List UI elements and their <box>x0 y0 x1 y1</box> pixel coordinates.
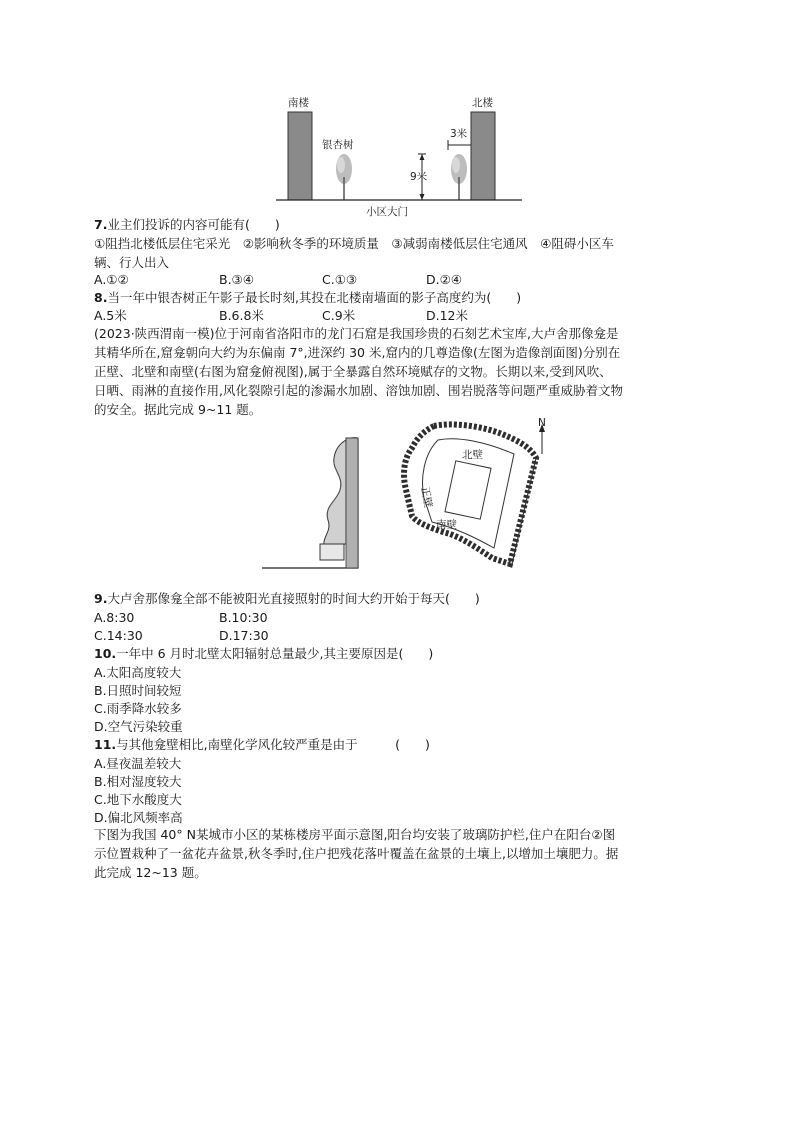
passage1-line2: 其精华所在,窟龛朝向大约为东偏南 7°,进深约 30 米,窟内的几尊造像(左图为造像剖面图)分别在 <box>94 345 621 360</box>
main-wall-label: 正壁 <box>418 485 434 509</box>
ginkgo-tree-left <box>336 154 352 200</box>
q7-option-c[interactable]: C.①③ <box>322 272 358 287</box>
south-wall-label: 南壁 <box>436 519 457 531</box>
north-building-label: 北楼 <box>472 97 493 109</box>
q7-number: 7. <box>94 217 108 232</box>
q8-stem <box>94 289 521 307</box>
q10-number: 10. <box>94 646 117 661</box>
q10-option-b[interactable]: B.日照时间较短 <box>94 683 182 698</box>
south-building <box>288 112 312 200</box>
passage1-line1: (2023·陕西渭南一模)位于河南省洛阳市的龙门石窟是我国珍贵的石刻艺术宝库,大卢舍那像龛是 <box>94 326 619 341</box>
q7-option-b[interactable]: B.③④ <box>219 272 254 287</box>
q10-option-c[interactable]: C.雨季降水较多 <box>94 701 182 716</box>
passage2-line1: 下图为我国 40° N某城市小区的某栋楼房平面示意图,阳台均安装了玻璃防护栏,住户在阳台②图 <box>94 827 616 842</box>
q9-option-c[interactable]: C.14:30 <box>94 628 143 643</box>
q9-option-a[interactable]: A.8:30 <box>94 610 135 625</box>
distance-label: 3米 <box>450 128 468 140</box>
ginkgo-tree-right <box>451 154 467 200</box>
height-label: 9米 <box>410 171 428 183</box>
distance-dimension <box>448 140 471 150</box>
north-arrow-label: N <box>538 418 546 429</box>
passage1-line4: 日晒、雨淋的直接作用,风化裂隙引起的渗漏水加剧、溶蚀加剧、围岩脱落等问题严重威胁着文物 <box>94 383 623 398</box>
q8-stem-text: 当一年中银杏树正午影子最长时刻,其投在北楼南墙面的影子高度约为( ) <box>107 290 522 305</box>
q9-stem <box>94 590 480 608</box>
gate-label: 小区大门 <box>366 206 408 218</box>
q10-stem <box>94 645 433 663</box>
q10-option-d[interactable]: D.空气污染较重 <box>94 719 183 734</box>
q10-option-a[interactable]: A.太阳高度较大 <box>94 665 182 680</box>
q9-stem-text: 大卢舍那像龛全部不能被阳光直接照射的时间大约开始于每天( ) <box>107 591 480 606</box>
q8-option-d[interactable]: D.12米 <box>426 308 469 323</box>
q11-stem <box>94 736 430 754</box>
q9-number: 9. <box>94 591 108 606</box>
q7-stem-text: 业主们投诉的内容可能有( ) <box>107 217 280 232</box>
q8-number: 8. <box>94 290 108 305</box>
q10-stem-text: 一年中 6 月时北壁太阳辐射总量最少,其主要原因是( ) <box>116 646 434 661</box>
niche-plan-view <box>392 418 562 584</box>
north-wall-label: 北壁 <box>462 449 483 461</box>
q9-option-b[interactable]: B.10:30 <box>219 610 268 625</box>
q7-statements-line1: ①阻挡北楼低层住宅采光 ②影响秋冬季的环境质量 ③减弱南楼低层住宅通风 ④阻碍小区车 <box>94 236 614 251</box>
q9-option-d[interactable]: D.17:30 <box>219 628 269 643</box>
q11-number: 11. <box>94 737 117 752</box>
passage2-line3: 此完成 12~13 题。 <box>94 865 207 880</box>
q8-option-b[interactable]: B.6.8米 <box>219 308 264 323</box>
q8-option-a[interactable]: A.5米 <box>94 308 127 323</box>
q11-option-b[interactable]: B.相对湿度较大 <box>94 774 182 789</box>
q7-option-a[interactable]: A.①② <box>94 272 129 287</box>
passage1-line5: 的安全。据此完成 9~11 题。 <box>94 402 262 417</box>
q7-stem <box>94 216 280 234</box>
north-building <box>471 112 495 200</box>
q11-option-d[interactable]: D.偏北风频率高 <box>94 810 183 825</box>
statue-cross-section <box>262 436 372 574</box>
tree-label: 银杏树 <box>322 139 354 151</box>
passage1-line3: 正壁、北壁和南壁(右图为窟龛俯视图),属于全暴露自然环境赋存的文物。长期以来,受到风吹、 <box>94 364 612 379</box>
passage2-line2: 示位置栽种了一盆花卉盆景,秋冬季时,住户把残花落叶覆盖在盆景的土壤上,以增加土壤肥力。据 <box>94 846 619 861</box>
q7-statements-line2: 辆、行人出入 <box>94 255 170 270</box>
q11-option-c[interactable]: C.地下水酸度大 <box>94 792 182 807</box>
q7-option-d[interactable]: D.②④ <box>426 272 463 287</box>
q11-stem-text: 与其他龛壁相比,南壁化学风化较严重是由于 ( ) <box>116 737 430 752</box>
south-building-label: 南楼 <box>288 97 309 109</box>
building-tree-diagram <box>270 92 530 220</box>
q11-option-a[interactable]: A.昼夜温差较大 <box>94 756 182 771</box>
q8-option-c[interactable]: C.9米 <box>322 308 356 323</box>
